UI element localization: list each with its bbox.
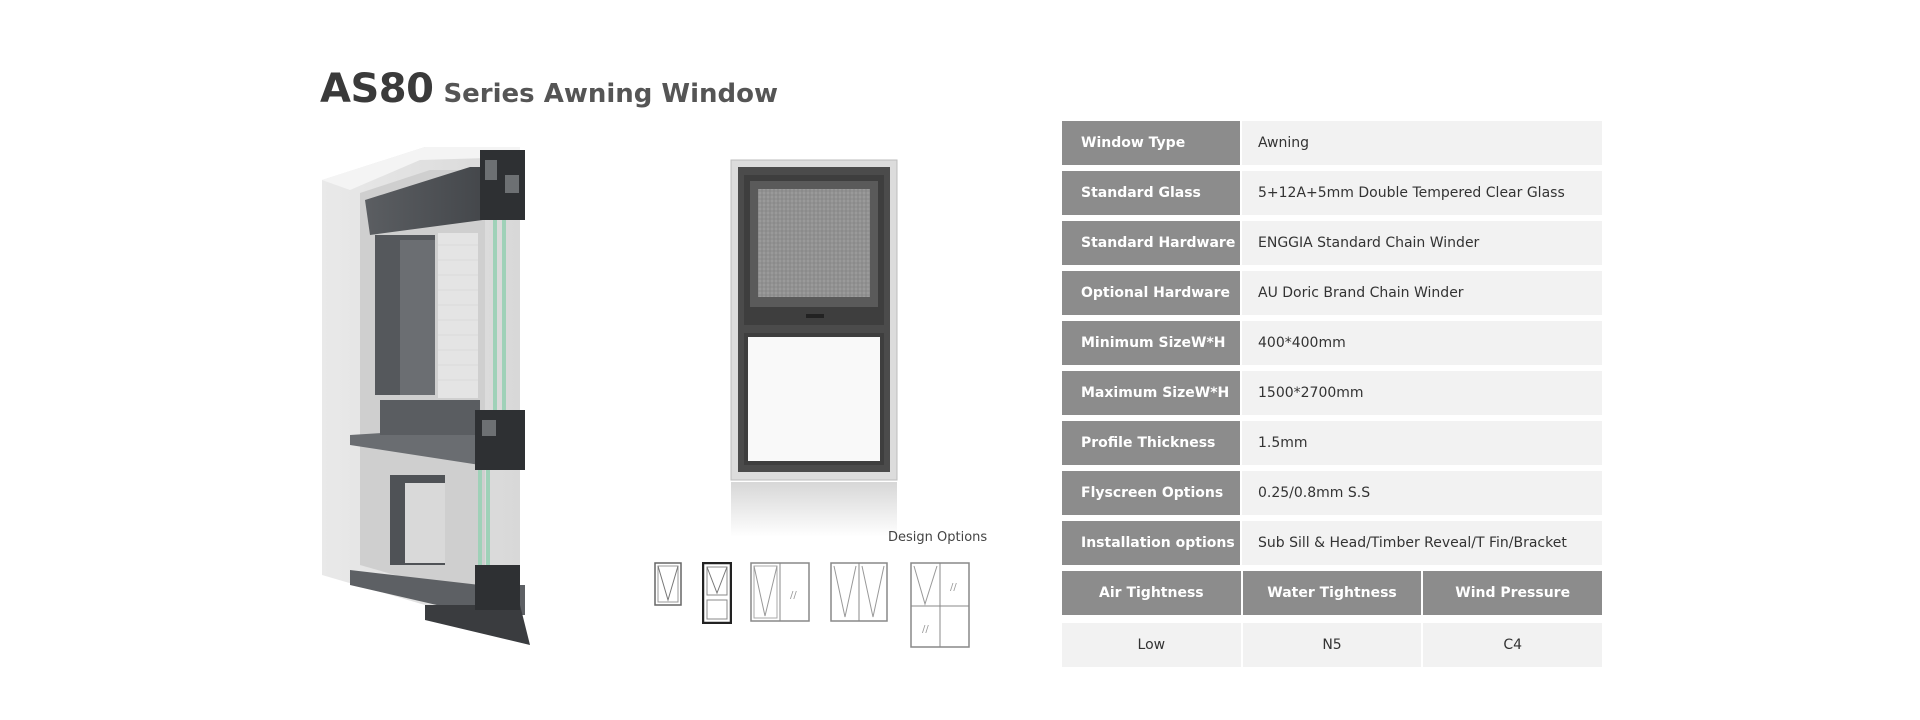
spec-key: Flyscreen Options	[1062, 471, 1240, 515]
spec-value: 5+12A+5mm Double Tempered Clear Glass	[1242, 171, 1602, 215]
spec-value: 1.5mm	[1242, 421, 1602, 465]
spec-row-optional-hardware	[1062, 271, 1602, 315]
spec-key: Window Type	[1062, 121, 1240, 165]
ratings-value-row	[1062, 623, 1602, 667]
spec-row-maximum-size	[1062, 371, 1602, 415]
spec-key: Standard Hardware	[1062, 221, 1240, 265]
spec-value: ENGGIA Standard Chain Winder	[1242, 221, 1602, 265]
spec-value: Awning	[1242, 121, 1602, 165]
spec-key: Profile Thickness	[1062, 421, 1240, 465]
design-option-awning-over-fixed[interactable]	[702, 562, 732, 624]
design-options	[650, 562, 990, 652]
spec-row-standard-glass	[1062, 171, 1602, 215]
model-name: AS80	[320, 66, 434, 112]
spec-row-window-type	[1062, 121, 1602, 165]
spec-row-profile-thickness	[1062, 421, 1602, 465]
rating-value-air-tightness: Low	[1062, 623, 1241, 667]
spec-value: 1500*2700mm	[1242, 371, 1602, 415]
spec-row-minimum-size	[1062, 321, 1602, 365]
page-title	[320, 66, 778, 112]
window-front-image	[728, 157, 900, 537]
design-option-double-awning[interactable]	[830, 562, 888, 622]
svg-text://: //	[790, 590, 797, 601]
design-options-label: Design Options	[888, 530, 988, 545]
spec-table	[1062, 121, 1602, 667]
spec-value: 400*400mm	[1242, 321, 1602, 365]
rating-header-water-tightness: Water Tightness	[1243, 571, 1422, 615]
spec-value: Sub Sill & Head/Timber Reveal/T Fin/Bracket	[1242, 521, 1602, 565]
spec-key: Minimum SizeW*H	[1062, 321, 1240, 365]
spec-key: Installation options	[1062, 521, 1240, 565]
ratings-header-row	[1062, 571, 1602, 615]
spec-value: AU Doric Brand Chain Winder	[1242, 271, 1602, 315]
spec-value: 0.25/0.8mm S.S	[1242, 471, 1602, 515]
spec-key: Standard Glass	[1062, 171, 1240, 215]
rating-value-water-tightness: N5	[1243, 623, 1422, 667]
profile-section-image	[320, 145, 545, 645]
rating-header-air-tightness: Air Tightness	[1062, 571, 1241, 615]
design-option-awning-over-sliding[interactable]	[910, 562, 970, 648]
spec-row-flyscreen-options	[1062, 471, 1602, 515]
spec-key: Optional Hardware	[1062, 271, 1240, 315]
spec-row-installation-options	[1062, 521, 1602, 565]
spec-row-standard-hardware	[1062, 221, 1602, 265]
series-name: Series Awning Window	[443, 79, 779, 109]
spec-key: Maximum SizeW*H	[1062, 371, 1240, 415]
svg-text://: //	[922, 624, 929, 635]
rating-value-wind-pressure: C4	[1423, 623, 1602, 667]
design-option-awning-single[interactable]	[654, 562, 682, 606]
rating-header-wind-pressure: Wind Pressure	[1423, 571, 1602, 615]
svg-text://: //	[950, 582, 957, 593]
design-option-awning-side-fixed[interactable]	[750, 562, 810, 622]
